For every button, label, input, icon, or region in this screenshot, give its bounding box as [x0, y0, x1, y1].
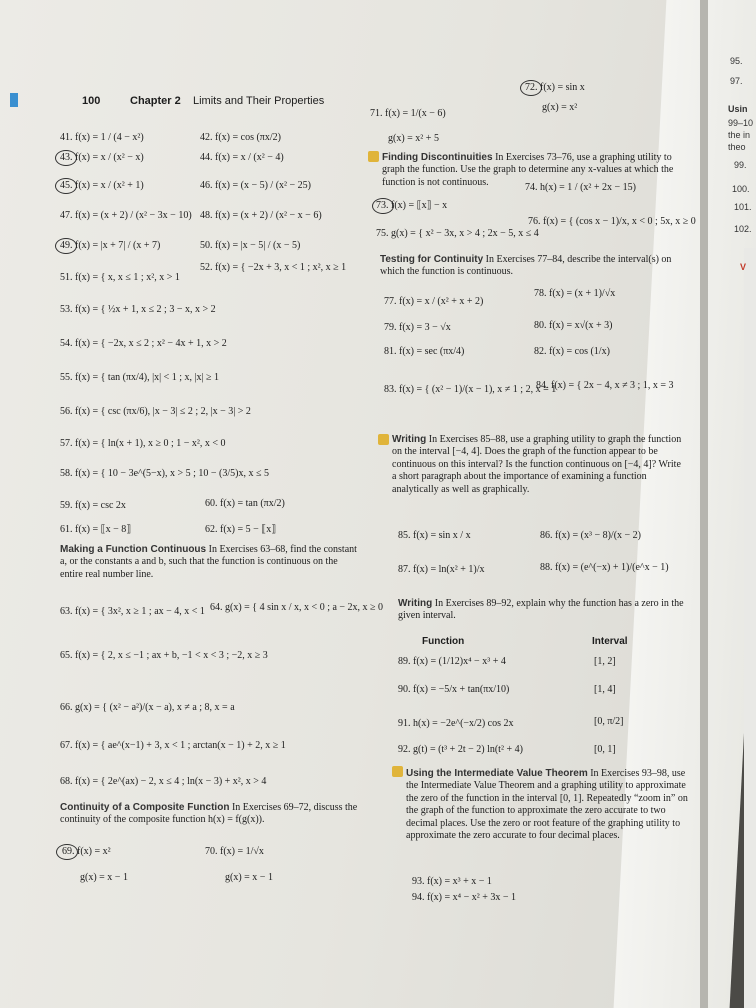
chapter-title: Limits and Their Properties [193, 95, 325, 107]
problem-75: 75. g(x) = { x² − 3x, x > 4 ; 2x − 5, x ≤ 4 [376, 228, 539, 239]
problem-68: 68. f(x) = { 2e^(ax) − 2, x ≤ 4 ; ln(x − 3) + x², x > 4 [60, 776, 267, 787]
problem-48: 48. f(x) = (x + 2) / (x² − x − 6) [200, 210, 322, 221]
section-ivt-text: In Exercises 93–98, use the Intermediate Value Theorem and a graphing utility to approximate the zero of the function in the interval [0, 1]. Repeatedly “zoom in” on the graph of the function to approximate the zero accurate to two decimal places. Use the zero or root feature of the graphing utility to approximate the zero accurate to four decimal places. [406, 768, 688, 842]
problem-93: 93. f(x) = x³ + x − 1 [412, 876, 492, 887]
section-making-continuous [60, 544, 360, 581]
problem-80: 80. f(x) = x√(x + 3) [534, 320, 613, 331]
problem-71-g: g(x) = x² + 5 [388, 133, 439, 144]
table-header-function: Function [422, 636, 465, 647]
problem-86: 86. f(x) = (x³ − 8)/(x − 2) [540, 530, 642, 541]
section-testing [380, 254, 680, 279]
blue-tab-marker [10, 93, 18, 107]
section-testing-text: In Exercises 77–84, describe the interval(s) on which the function is continuous. [380, 254, 672, 278]
problem-83: 83. f(x) = { (x² − 1)/(x − 1), x ≠ 1 ; 2, x = 1 [384, 384, 557, 395]
problem-91: 91. h(x) = −2e^(−x/2) cos 2x [398, 718, 514, 729]
margin-the-in: the in [728, 130, 751, 140]
problem-66: 66. g(x) = { (x² − a²)/(x − a), x ≠ a ; 8, x = a [60, 702, 235, 713]
table-header-interval: Interval [592, 636, 628, 647]
section-writing-2-title: Writing [398, 598, 433, 609]
problem-51: 51. f(x) = { x, x ≤ 1 ; x², x > 1 [60, 272, 180, 283]
problem-74: 74. h(x) = 1 / (x² + 2x − 15) [525, 182, 637, 193]
problem-59: 59. f(x) = csc 2x [60, 500, 126, 511]
problem-77: 77. f(x) = x / (x² + x + 2) [384, 296, 484, 307]
problem-88: 88. f(x) = (e^(−x) + 1)/(e^x − 1) [540, 562, 669, 573]
margin-99-10: 99–10 [728, 118, 754, 128]
problem-73: 73. f(x) = ⟦x⟧ − x [376, 200, 448, 211]
margin-v: V [740, 262, 747, 272]
problem-79: 79. f(x) = 3 − √x [384, 322, 451, 333]
problem-50: 50. f(x) = |x − 5| / (x − 5) [200, 240, 301, 251]
margin-102: 102. [734, 224, 752, 234]
section-ivt-title: Using the Intermediate Value Theorem [406, 768, 588, 779]
page-shadow [700, 0, 708, 1008]
page-number: 100 [82, 95, 101, 107]
problem-87: 87. f(x) = ln(x² + 1)/x [398, 564, 485, 575]
problem-52: 52. f(x) = { −2x + 3, x < 1 ; x², x ≥ 1 [200, 262, 347, 273]
problem-69-f: 69. f(x) = x² [62, 846, 111, 857]
section-ivt [406, 768, 691, 842]
problem-78: 78. f(x) = (x + 1)/√x [534, 288, 616, 299]
problem-67: 67. f(x) = { ae^(x−1) + 3, x < 1 ; arctan(x − 1) + 2, x ≥ 1 [60, 740, 286, 751]
problem-94: 94. f(x) = x⁴ − x² + 3x − 1 [412, 892, 517, 903]
problem-47: 47. f(x) = (x + 2) / (x² − 3x − 10) [60, 210, 192, 221]
interval-90: [1, 4] [594, 684, 616, 695]
problem-42: 42. f(x) = cos (πx/2) [200, 132, 281, 143]
problem-90: 90. f(x) = −5/x + tan(πx/10) [398, 684, 510, 695]
problem-44: 44. f(x) = x / (x² − 4) [200, 152, 284, 163]
interval-89: [1, 2] [594, 656, 616, 667]
problem-70-g: g(x) = x − 1 [225, 872, 273, 883]
margin-100: 100. [732, 184, 750, 194]
chapter-label: Chapter 2 [130, 95, 181, 107]
section-discontinuities-text: In Exercises 73–76, use a graphing utility to graph the function. Use the graph to determine any x-values at which the function is not continuous. [382, 152, 674, 188]
problem-61: 61. f(x) = ⟦x − 8⟧ [60, 524, 132, 535]
margin-theo: theo [728, 142, 746, 152]
margin-97: 97. [730, 76, 743, 86]
ivt-icon [392, 766, 403, 777]
margin-usin: Usin [728, 104, 748, 114]
problem-60: 60. f(x) = tan (πx/2) [205, 498, 285, 509]
section-writing-1-title: Writing [392, 434, 427, 445]
problem-43: 43. f(x) = x / (x² − x) [60, 152, 144, 163]
margin-95: 95. [730, 56, 743, 66]
section-composite-text: In Exercises 69–72, discuss the continuity of the composite function h(x) = f(g(x)). [60, 802, 358, 826]
problem-89: 89. f(x) = (1/12)x⁴ − x³ + 4 [398, 656, 506, 667]
problem-53: 53. f(x) = { ½x + 1, x ≤ 2 ; 3 − x, x > 2 [60, 304, 216, 315]
section-composite [60, 802, 370, 827]
problem-57: 57. f(x) = { ln(x + 1), x ≥ 0 ; 1 − x², x < 0 [60, 438, 226, 449]
section-writing-2 [398, 598, 688, 623]
margin-101: 101. [734, 202, 752, 212]
problem-81: 81. f(x) = sec (πx/4) [384, 346, 465, 357]
problem-49: 49. f(x) = |x + 7| / (x + 7) [60, 240, 161, 251]
writing-pencil-icon [368, 151, 379, 162]
section-writing-1-text: In Exercises 85–88, use a graphing utility to graph the function on the interval [−4, 4]. Does the graph of the function appear to be continuous on this interval? Is the function continuous on [−4, 4]? Write a short paragraph about the importance of examining a function analytically as well as graphically. [392, 434, 682, 495]
problem-65: 65. f(x) = { 2, x ≤ −1 ; ax + b, −1 < x < 3 ; −2, x ≥ 3 [60, 650, 268, 661]
problem-41: 41. f(x) = 1 / (4 − x²) [60, 132, 144, 143]
problem-82: 82. f(x) = cos (1/x) [534, 346, 610, 357]
margin-side-stripe [744, 248, 756, 1008]
interval-91: [0, π/2] [594, 716, 624, 727]
problem-84: 84. f(x) = { 2x − 4, x ≠ 3 ; 1, x = 3 [536, 380, 674, 391]
section-testing-title: Testing for Continuity [380, 254, 484, 265]
problem-62: 62. f(x) = 5 − ⟦x⟧ [205, 524, 277, 535]
section-making-continuous-title: Making a Function Continuous [60, 544, 207, 555]
problem-45: 45. f(x) = x / (x² + 1) [60, 180, 144, 191]
problem-85: 85. f(x) = sin x / x [398, 530, 471, 541]
problem-55: 55. f(x) = { tan (πx/4), |x| < 1 ; x, |x| ≥ 1 [60, 372, 220, 383]
problem-72-f: 72. f(x) = sin x [525, 82, 585, 93]
margin-99: 99. [734, 160, 747, 170]
section-discontinuities-title: Finding Discontinuities [382, 152, 493, 163]
problem-69-g: g(x) = x − 1 [80, 872, 128, 883]
section-making-continuous-text: In Exercises 63–68, find the constant a, or the constants a and b, such that the function is continuous on the entire real number line. [60, 544, 357, 580]
problem-72-g: g(x) = x² [542, 102, 578, 113]
problem-46: 46. f(x) = (x − 5) / (x² − 25) [200, 180, 312, 191]
interval-92: [0, 1] [594, 744, 616, 755]
problem-71-f: 71. f(x) = 1/(x − 6) [370, 108, 446, 119]
problem-54: 54. f(x) = { −2x, x ≤ 2 ; x² − 4x + 1, x > 2 [60, 338, 227, 349]
problem-70-f: 70. f(x) = 1/√x [205, 846, 264, 857]
section-composite-title: Continuity of a Composite Function [60, 802, 230, 813]
problem-56: 56. f(x) = { csc (πx/6), |x − 3| ≤ 2 ; 2, |x − 3| > 2 [60, 406, 251, 417]
section-writing-2-text: In Exercises 89–92, explain why the function has a zero in the given interval. [398, 598, 684, 622]
problem-76: 76. f(x) = { (cos x − 1)/x, x < 0 ; 5x, x ≥ 0 [528, 216, 696, 227]
writing-pencil-icon-2 [378, 434, 389, 445]
problem-63: 63. f(x) = { 3x², x ≥ 1 ; ax − 4, x < 1 [60, 606, 205, 617]
section-writing-1 [392, 434, 682, 496]
problem-58: 58. f(x) = { 10 − 3e^(5−x), x > 5 ; 10 − (3/5)x, x ≤ 5 [60, 468, 269, 479]
problem-64: 64. g(x) = { 4 sin x / x, x < 0 ; a − 2x, x ≥ 0 [210, 602, 384, 613]
problem-92: 92. g(t) = (t³ + 2t − 2) ln(t² + 4) [398, 744, 523, 755]
